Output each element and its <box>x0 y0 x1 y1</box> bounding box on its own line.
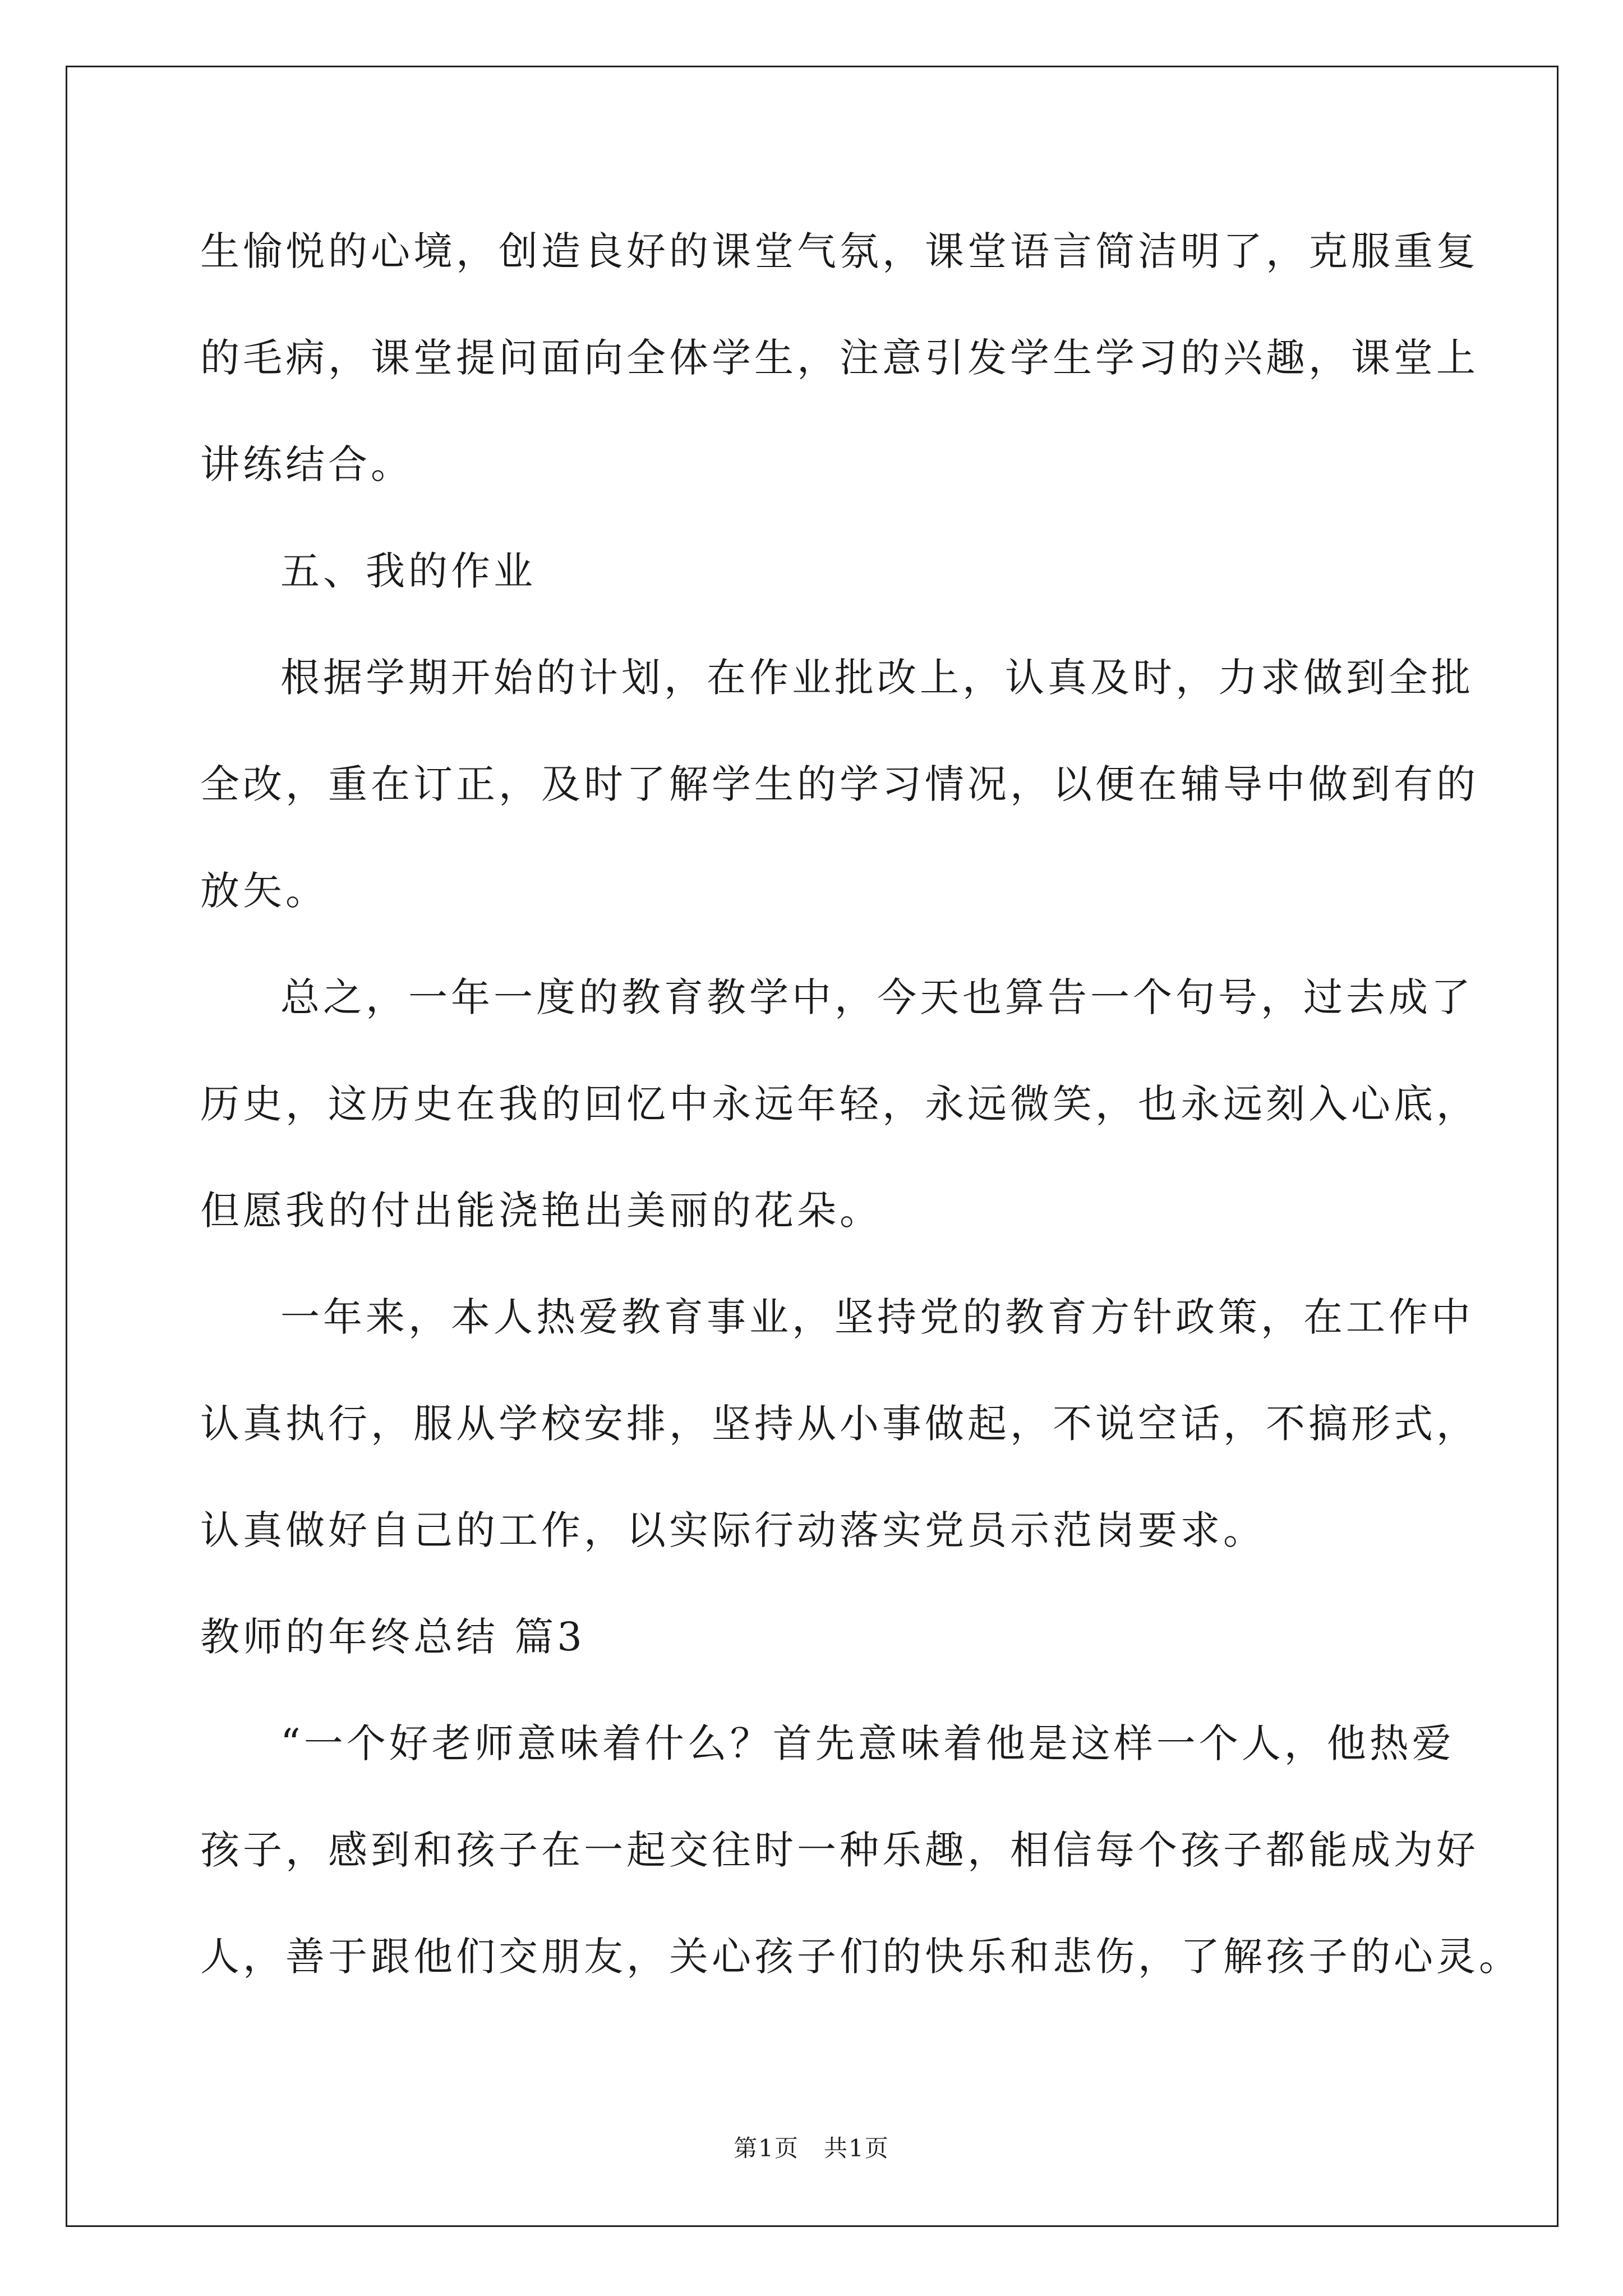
paragraph-line: 历史，这历史在我的回忆中永远年轻，永远微笑，也永远刻入心底， <box>200 1081 1479 1127</box>
paragraph-line: “一个好老师意味着什么？首先意味着他是这样一个人，他热爱 <box>280 1720 1455 1766</box>
page-frame <box>66 66 1559 2227</box>
paragraph-line: 放矢。 <box>200 868 328 914</box>
paragraph-line: 生愉悦的心境，创造良好的课堂气氛，课堂语言简洁明了，克服重复 <box>200 228 1479 274</box>
paragraph-line: 一年来，本人热爱教育事业，坚持党的教育方针政策，在工作中 <box>280 1294 1474 1340</box>
paragraph-line: 但愿我的付出能浇艳出美丽的花朵。 <box>200 1188 882 1234</box>
paragraph-line: 讲练结合。 <box>200 441 413 487</box>
paragraph-line: 的毛病，课堂提问面向全体学生，注意引发学生学习的兴趣，课堂上 <box>200 335 1479 381</box>
article-title: 教师的年终总结 篇3 <box>200 1614 585 1660</box>
paragraph-line: 认真执行，服从学校安排，坚持从小事做起，不说空话，不搞形式， <box>200 1401 1479 1447</box>
paragraph-line: 根据学期开始的计划，在作业批改上，认真及时，力求做到全批 <box>280 655 1474 701</box>
section-heading: 五、我的作业 <box>280 548 536 594</box>
paragraph-line: 全改，重在订正，及时了解学生的学习情况，以便在辅导中做到有的 <box>200 761 1479 807</box>
paragraph-line: 孩子，感到和孩子在一起交往时一种乐趣，相信每个孩子都能成为好 <box>200 1827 1479 1873</box>
paragraph-line: 总之，一年一度的教育教学中，今天也算告一个句号，过去成了 <box>280 974 1474 1020</box>
paragraph-line: 人，善于跟他们交朋友，关心孩子们的快乐和悲伤，了解孩子的心灵。 <box>200 1934 1521 1980</box>
paragraph-line: 认真做好自己的工作，以实际行动落实党员示范岗要求。 <box>200 1507 1266 1553</box>
page-number-footer: 第1页 共1页 <box>734 2134 889 2162</box>
